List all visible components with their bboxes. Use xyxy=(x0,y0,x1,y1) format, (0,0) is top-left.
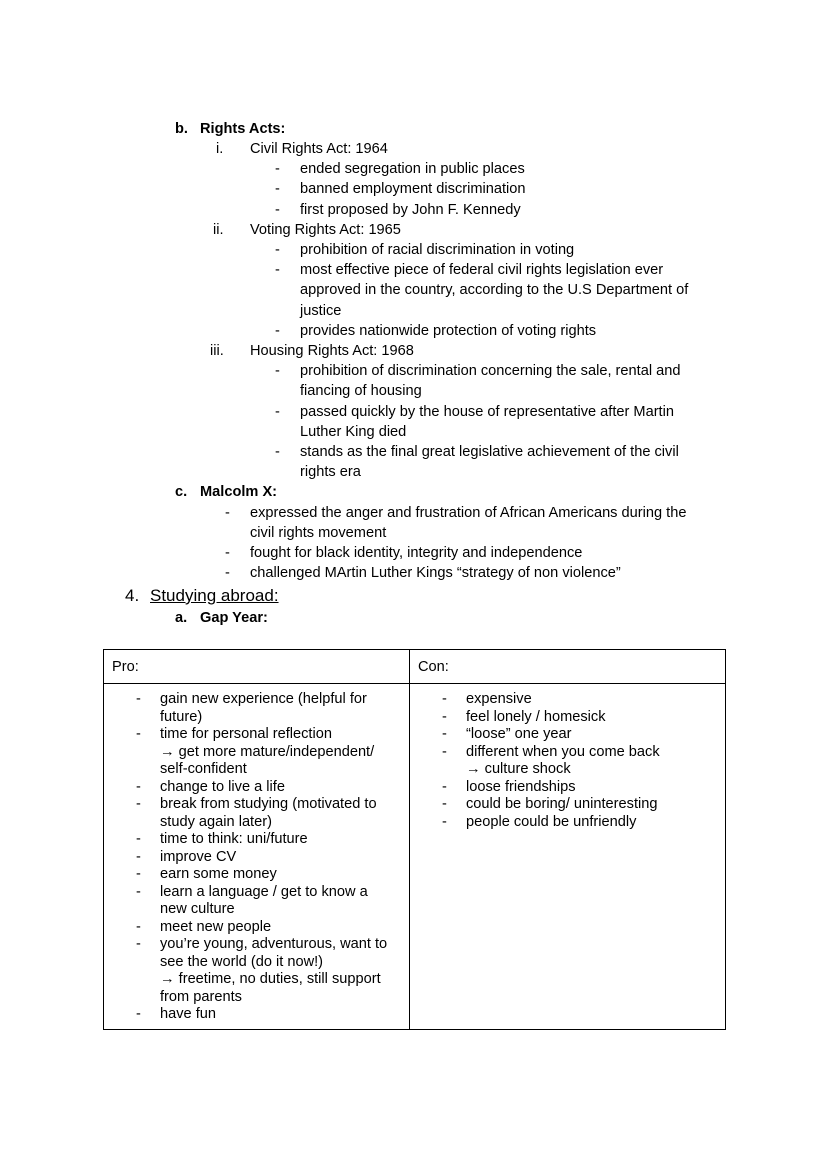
con-item-text: people could be unfriendly xyxy=(466,813,637,830)
bullet-dash: - xyxy=(442,813,447,830)
section-number: 4. xyxy=(125,586,140,605)
bullet-text: expressed the anger and frustration of African Americans during the xyxy=(250,504,687,521)
pro-item-text: → freetime, no duties, still support xyxy=(160,971,381,987)
act-title: Housing Rights Act: 1968 xyxy=(250,343,414,359)
bullet-text: fiancing of housing xyxy=(300,383,422,400)
bullet-dash: - xyxy=(442,691,447,707)
pro-item-text: time to think: uni/future xyxy=(160,831,308,847)
bullet-dash: - xyxy=(136,883,141,900)
con-item-text: feel lonely / homesick xyxy=(466,708,606,725)
con-item-text: → culture shock xyxy=(466,761,571,777)
section-heading: Malcolm X: xyxy=(200,484,278,501)
section-heading: Rights Acts: xyxy=(200,121,286,137)
bullet-dash: - xyxy=(136,918,141,935)
bullet-dash: - xyxy=(136,691,141,707)
bullet-dash: - xyxy=(136,1006,141,1022)
bullet-dash: - xyxy=(442,726,447,742)
bullet-text: passed quickly by the house of representative after Martin xyxy=(300,403,674,420)
bullet-dash: - xyxy=(442,778,447,795)
bullet-dash: - xyxy=(275,444,280,460)
roman-marker: ii. xyxy=(213,221,224,238)
roman-marker: i. xyxy=(216,141,224,157)
con-item-text: different when you come back xyxy=(466,743,660,760)
bullet-dash: - xyxy=(275,262,280,279)
bullet-dash: - xyxy=(136,796,141,812)
section-title xyxy=(150,585,279,607)
pro-header: Pro: xyxy=(112,659,139,675)
bullet-dash: - xyxy=(442,708,447,725)
bullet-dash: - xyxy=(442,796,447,812)
bullet-text: most effective piece of federal civil rights legislation ever xyxy=(300,262,664,279)
pro-item-text: meet new people xyxy=(160,918,272,935)
con-item-text: “loose” one year xyxy=(466,726,572,742)
bullet-dash: - xyxy=(136,848,141,865)
act-title: Voting Rights Act: 1965 xyxy=(250,221,401,238)
bullet-text: approved in the country, according to the U.S Department of xyxy=(300,282,689,299)
bullet-dash: - xyxy=(225,565,230,582)
con-header: Con: xyxy=(418,659,449,675)
bullet-dash: - xyxy=(136,778,141,795)
pro-item-text: → get more mature/independent/ xyxy=(160,743,375,760)
bullet-dash: - xyxy=(275,201,280,218)
pro-item-text: see the world (do it now!) xyxy=(160,953,324,970)
bullet-dash: - xyxy=(136,726,141,742)
bullet-text: fought for black identity, integrity and independence xyxy=(250,545,583,561)
column-divider xyxy=(409,650,410,1029)
pro-item-text: change to live a life xyxy=(160,778,285,795)
bullet-text: ended segregation in public places xyxy=(300,161,525,178)
pro-item-text: study again later) xyxy=(160,813,272,830)
section-marker: b. xyxy=(175,121,188,137)
bullet-dash: - xyxy=(225,545,230,561)
bullet-text: challenged MArtin Luther Kings “strategy of non violence” xyxy=(250,565,621,582)
bullet-text: stands as the final great legislative achievement of the civil xyxy=(300,444,679,460)
act-title: Civil Rights Act: 1964 xyxy=(250,141,388,157)
con-item-text: could be boring/ uninteresting xyxy=(466,796,658,812)
pro-item-text: self-confident xyxy=(160,761,247,777)
pro-item-text: you’re young, adventurous, want to xyxy=(160,936,388,952)
section-heading: Gap Year: xyxy=(200,610,268,626)
bullet-text: banned employment discrimination xyxy=(300,181,526,198)
pro-item-text: earn some money xyxy=(160,866,277,882)
bullet-dash: - xyxy=(275,363,280,380)
bullet-text: justice xyxy=(300,302,342,319)
bullet-text: civil rights movement xyxy=(250,524,387,541)
con-item-text: loose friendships xyxy=(466,778,576,795)
pro-item-text: new culture xyxy=(160,901,235,917)
con-item-text: expensive xyxy=(466,691,532,707)
pro-con-table xyxy=(103,649,726,1030)
pro-item-text: gain new experience (helpful for xyxy=(160,691,367,707)
bullet-text: prohibition of discrimination concerning the sale, rental and xyxy=(300,363,681,380)
section-marker: c. xyxy=(175,484,188,501)
bullet-dash: - xyxy=(225,504,230,521)
bullet-dash: - xyxy=(136,831,141,847)
pro-item-text: time for personal reflection xyxy=(160,726,332,742)
pro-item-text: break from studying (motivated to xyxy=(160,796,377,812)
bullet-dash: - xyxy=(275,403,280,420)
pro-item-text: future) xyxy=(160,708,203,725)
bullet-dash: - xyxy=(275,322,280,339)
pro-item-text: improve CV xyxy=(160,848,237,865)
pro-item-text: have fun xyxy=(160,1006,216,1022)
bullet-dash: - xyxy=(442,743,447,760)
bullet-dash: - xyxy=(136,936,141,952)
section-marker: a. xyxy=(175,610,188,626)
bullet-text: provides nationwide protection of voting rights xyxy=(300,322,597,339)
bullet-dash: - xyxy=(275,181,280,198)
section-title-text: Studying abroad: xyxy=(150,586,279,605)
pro-item-text: learn a language / get to know a xyxy=(160,883,368,900)
pro-item-text: from parents xyxy=(160,988,242,1005)
bullet-dash: - xyxy=(136,866,141,882)
bullet-text: first proposed by John F. Kennedy xyxy=(300,201,521,218)
bullet-text: prohibition of racial discrimination in voting xyxy=(300,242,575,258)
bullet-dash: - xyxy=(275,242,280,258)
bullet-dash: - xyxy=(275,161,280,178)
roman-marker: iii. xyxy=(210,343,224,359)
bullet-text: rights era xyxy=(300,464,361,481)
header-divider xyxy=(104,683,725,684)
bullet-text: Luther King died xyxy=(300,423,407,440)
